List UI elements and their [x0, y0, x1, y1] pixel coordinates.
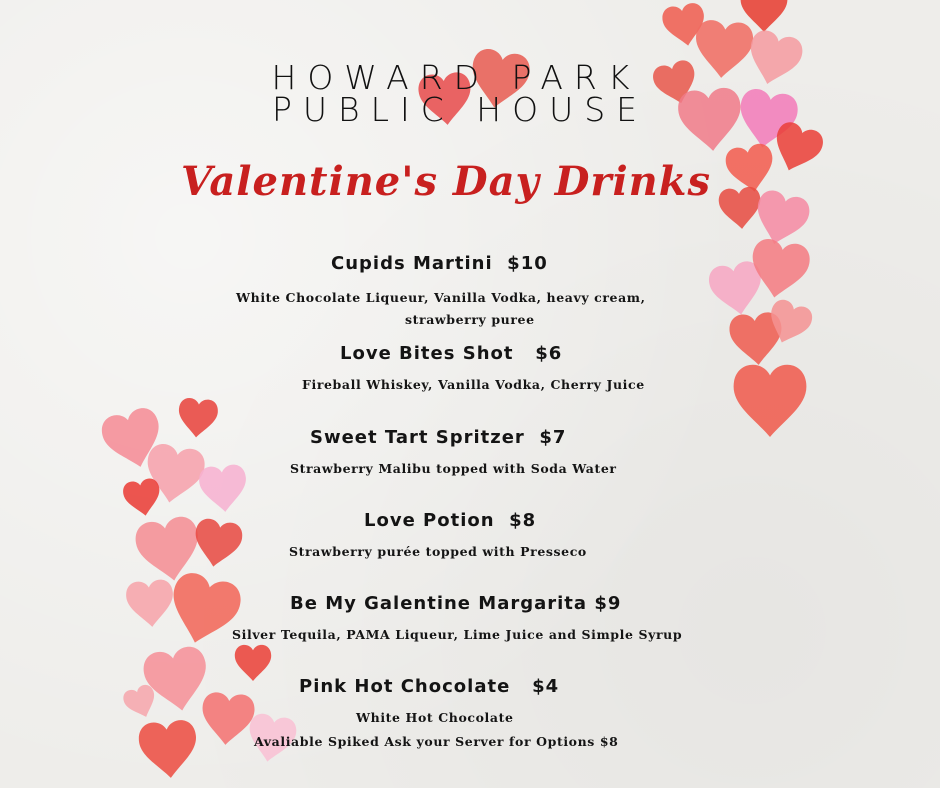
heart-icon [746, 237, 812, 303]
heart-icon [734, 365, 807, 437]
heart-icon [137, 719, 199, 780]
heart-icon [199, 691, 255, 747]
heart-icon [177, 397, 219, 439]
menu-item-name: Be My Galentine Margarita $9 [290, 593, 622, 614]
menu-item-description: Silver Tequila, PAMA Liqueur, Lime Juice and Simple Syrup [232, 627, 683, 642]
menu-item-description: Fireball Whiskey, Vanilla Vodka, Cherry Juice [302, 377, 645, 392]
heart-icon [125, 579, 176, 629]
menu-item-name: Cupids Martini $10 [331, 253, 548, 274]
heart-icon [141, 644, 213, 716]
heart-icon [190, 517, 244, 571]
menu-item-description: Avaliable Spiked Ask your Server for Options $8 [254, 734, 619, 749]
heart-icon [235, 645, 271, 681]
menu-item-description: Strawberry Malibu topped with Soda Water [290, 461, 617, 476]
menu-item-description: White Hot Chocolate [356, 710, 514, 725]
title-line-2: PUBLIC HOUSE [271, 90, 649, 129]
menu-item-description: strawberry puree [405, 312, 535, 327]
menu-item-name: Love Potion $8 [364, 510, 537, 531]
menu-item-name: Love Bites Shot $6 [340, 343, 563, 364]
menu-item-description: Strawberry purée topped with Presseco [289, 544, 587, 559]
menu-item-name: Sweet Tart Spritzer $7 [310, 427, 567, 448]
menu-item-description: White Chocolate Liqueur, Vanilla Vodka, heavy cream, [236, 290, 646, 305]
menu-item-name: Pink Hot Chocolate $4 [299, 676, 560, 697]
heart-icon [121, 477, 163, 519]
menu-subtitle: Valentine's Day Drinks [181, 158, 711, 205]
heart-icon [198, 464, 249, 514]
title-line-1: HOWARD PARK [271, 58, 641, 97]
